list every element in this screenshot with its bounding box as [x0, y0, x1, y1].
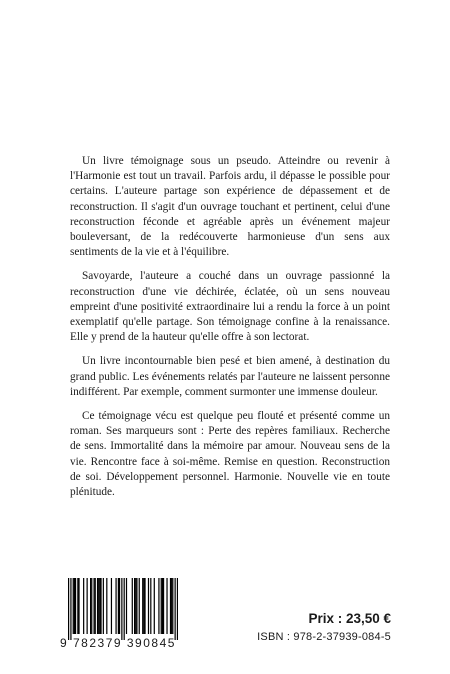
paragraph-1: Un livre témoignage sous un pseudo. Atteindre ou revenir à l'Harmonie est tout un travail. Parfois ardu, il dépasse le possible pour certains. L'auteure partage son expérience de dépassement et de reconstruction. Il s'agit d'un ouvrage touchant et pertinent, celui d'une reconstruction féconde et agréable après un événement majeur bouleversant, de la redécouverte harmonieuse d'un sens aux sentiments de la vie et à l'équilibre. — [70, 155, 390, 259]
back-cover-text — [70, 154, 390, 509]
price: Prix : 23,50 € — [308, 611, 391, 626]
isbn: ISBN : 978-2-37939-084-5 — [257, 631, 391, 643]
paragraph-3: Un livre incontournable bien pesé et bien amené, à destination du grand public. Les événements relatés par l'auteure ne laissent personne indifférent. Par exemple, comment surmonter une immense douleur. — [70, 355, 390, 398]
barcode-digits: 9 782379 390845 — [60, 636, 176, 650]
paragraph-4: Ce témoignage vécu est quelque peu flouté et présenté comme un roman. Ses marqueurs sont : Perte des repères familiaux. Recherche de sens. Immortalité dans la mémoire par amour. Nouveau sens de la vie. Rencontre face à soi-même. Remise en question. Reconstruction de soi. Développement personnel. Harmonie. Nouvelle vie en toute plénitude. — [70, 410, 390, 499]
paragraph-2: Savoyarde, l'auteure a couché dans un ouvrage passionné la reconstruction d'une vie déchirée, éclatée, où un sens nouveau empreint d'une positivité extraordinaire lui a rendu la force à un point exemplatif qu'elle partage. Son témoignage confine à la renaissance. Elle y prend de la hauteur qu'elle offre à son lectorat. — [70, 270, 390, 344]
